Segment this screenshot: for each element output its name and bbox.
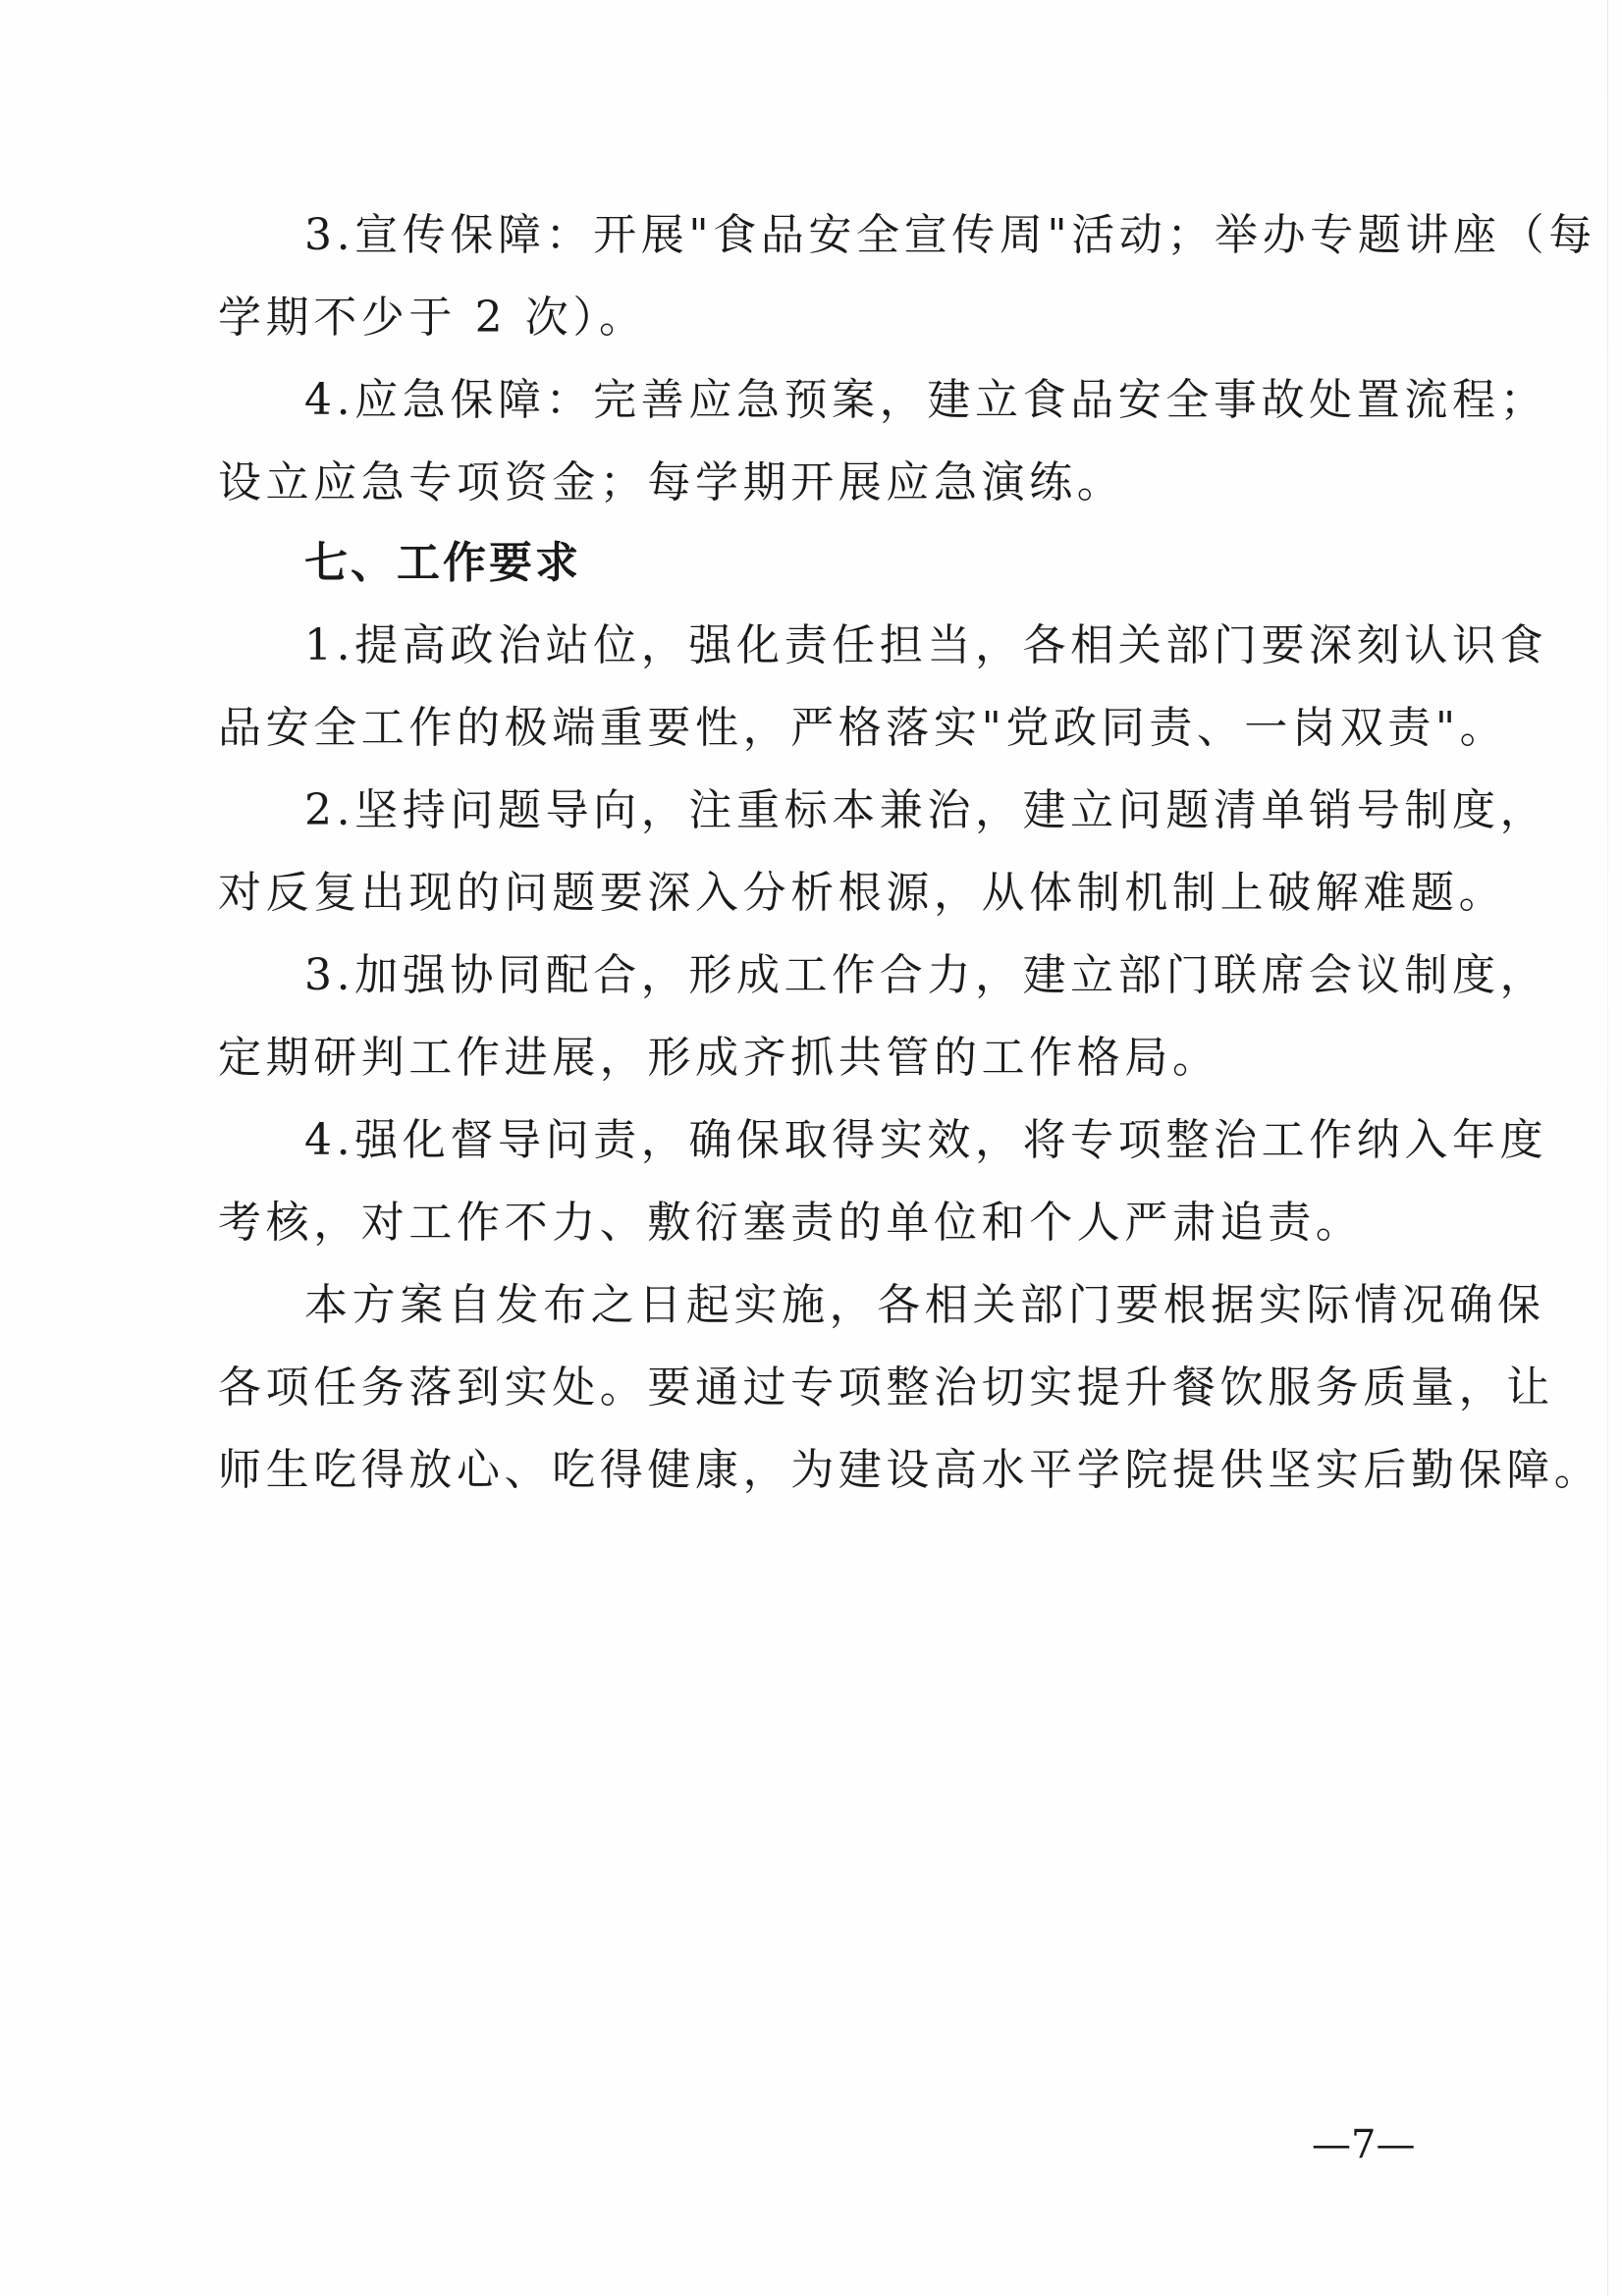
text-line: 3.加强协同配合，形成工作合力，建立部门联席会议制度， <box>304 950 1548 1000</box>
text-line: 2.坚持问题导向，注重标本兼治，建立问题清单销号制度， <box>304 785 1548 835</box>
page-number: —7— <box>1312 2122 1416 2167</box>
text-line: 学期不少于 2 次）。 <box>218 293 647 343</box>
text-line: 设立应急专项资金；每学期开展应急演练。 <box>218 457 1125 507</box>
text-line: 4.强化督导问责，确保取得实效，将专项整治工作纳入年度 <box>304 1115 1548 1165</box>
text-line: 考核，对工作不力、敷衍塞责的单位和个人严肃追责。 <box>218 1198 1364 1248</box>
text-line: 本方案自发布之日起实施，各相关部门要根据实际情况确保 <box>304 1280 1545 1330</box>
text-line: 各项任务落到实处。要通过专项整治切实提升餐饮服务质量，让 <box>218 1362 1554 1413</box>
section-heading: 七、工作要求 <box>304 538 581 588</box>
scan-edge-line <box>1607 0 1608 2296</box>
text-line: 对反复出现的问题要深入分析根源，从体制机制上破解难题。 <box>218 868 1507 918</box>
text-line: 4.应急保障：完善应急预案，建立食品安全事故处置流程； <box>304 375 1548 425</box>
text-line: 1.提高政治站位，强化责任担当，各相关部门要深刻认识食 <box>304 620 1548 670</box>
text-line: 3.宣传保障：开展"食品安全宣传周"活动；举办专题讲座（每 <box>304 210 1596 260</box>
text-line: 定期研判工作进展，形成齐抓共管的工作格局。 <box>218 1033 1220 1083</box>
text-line: 师生吃得放心、吃得健康，为建设高水平学院提供坚实后勤保障。 <box>218 1445 1602 1495</box>
text-line: 品安全工作的极端重要性，严格落实"党政同责、一岗双责"。 <box>218 703 1508 753</box>
